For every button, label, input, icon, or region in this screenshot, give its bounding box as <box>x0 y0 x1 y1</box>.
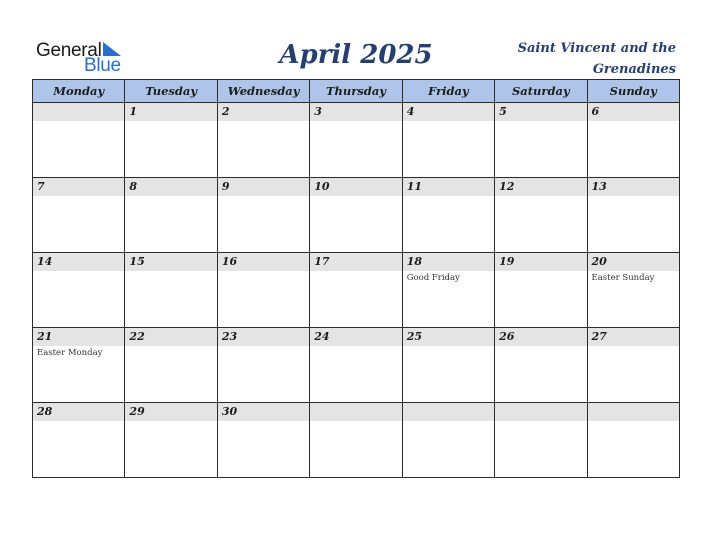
day-number: 30 <box>218 403 309 421</box>
day-number: 26 <box>495 328 586 346</box>
day-cell <box>495 253 587 328</box>
day-cell <box>33 103 125 178</box>
day-cell <box>310 253 402 328</box>
day-number: 10 <box>310 178 401 196</box>
calendar-grid <box>32 79 680 478</box>
day-number <box>310 403 401 421</box>
weekday-header: Monday <box>33 80 125 103</box>
day-cell <box>125 403 217 478</box>
logo-general-text: General <box>36 40 102 61</box>
day-number: 9 <box>218 178 309 196</box>
day-cell <box>33 328 125 403</box>
day-cell <box>217 328 309 403</box>
day-cell <box>217 253 309 328</box>
day-cell <box>33 403 125 478</box>
day-number: 19 <box>495 253 586 271</box>
day-number: 7 <box>33 178 124 196</box>
weekday-header-row <box>33 80 680 103</box>
day-cell <box>217 403 309 478</box>
holiday-label: Good Friday <box>406 273 460 283</box>
weekday-header: Friday <box>402 80 494 103</box>
day-cell <box>402 103 494 178</box>
day-cell <box>310 403 402 478</box>
day-number: 29 <box>125 403 216 421</box>
day-number: 23 <box>218 328 309 346</box>
day-cell <box>402 253 494 328</box>
day-number <box>403 403 494 421</box>
day-number: 4 <box>403 103 494 121</box>
day-number: 8 <box>125 178 216 196</box>
day-number: 22 <box>125 328 216 346</box>
country-name: Saint Vincent and the Grenadines <box>517 41 676 77</box>
day-cell <box>310 178 402 253</box>
day-number: 3 <box>310 103 401 121</box>
day-cell <box>310 103 402 178</box>
day-cell <box>495 178 587 253</box>
day-number: 13 <box>588 178 679 196</box>
day-cell <box>125 103 217 178</box>
day-cell <box>495 328 587 403</box>
day-number: 1 <box>125 103 216 121</box>
day-cell <box>587 253 679 328</box>
week-row <box>33 403 680 478</box>
day-number: 18 <box>403 253 494 271</box>
day-cell <box>402 403 494 478</box>
day-number: 27 <box>588 328 679 346</box>
day-cell <box>217 178 309 253</box>
day-number: 17 <box>310 253 401 271</box>
week-row <box>33 328 680 403</box>
holiday-label: Easter Monday <box>37 348 103 358</box>
day-cell <box>33 178 125 253</box>
weekday-header: Tuesday <box>125 80 217 103</box>
day-number <box>495 403 586 421</box>
day-cell <box>587 178 679 253</box>
day-number: 14 <box>33 253 124 271</box>
day-cell <box>587 403 679 478</box>
logo-blue-text: Blue <box>84 55 121 76</box>
day-cell <box>587 328 679 403</box>
day-number: 6 <box>588 103 679 121</box>
day-number: 16 <box>218 253 309 271</box>
weekday-header: Wednesday <box>217 80 309 103</box>
day-cell <box>495 403 587 478</box>
week-row <box>33 253 680 328</box>
day-number: 28 <box>33 403 124 421</box>
day-number: 25 <box>403 328 494 346</box>
day-number: 15 <box>125 253 216 271</box>
day-cell <box>33 253 125 328</box>
weekday-header: Sunday <box>587 80 679 103</box>
day-number: 21 <box>33 328 124 346</box>
day-cell <box>125 328 217 403</box>
day-number: 5 <box>495 103 586 121</box>
weekday-header: Saturday <box>495 80 587 103</box>
day-cell <box>217 103 309 178</box>
day-cell <box>125 178 217 253</box>
day-cell <box>402 178 494 253</box>
day-number: 2 <box>218 103 309 121</box>
day-cell <box>495 103 587 178</box>
page-title: April 2025 <box>279 40 433 70</box>
day-number: 12 <box>495 178 586 196</box>
week-row <box>33 178 680 253</box>
day-number: 24 <box>310 328 401 346</box>
day-number <box>33 103 124 121</box>
weekday-header: Thursday <box>310 80 402 103</box>
day-cell <box>587 103 679 178</box>
day-cell <box>125 253 217 328</box>
day-number: 11 <box>403 178 494 196</box>
holiday-label: Easter Sunday <box>591 273 655 283</box>
day-cell <box>402 328 494 403</box>
day-number: 20 <box>588 253 679 271</box>
day-cell <box>310 328 402 403</box>
day-number <box>588 403 679 421</box>
week-row <box>33 103 680 178</box>
